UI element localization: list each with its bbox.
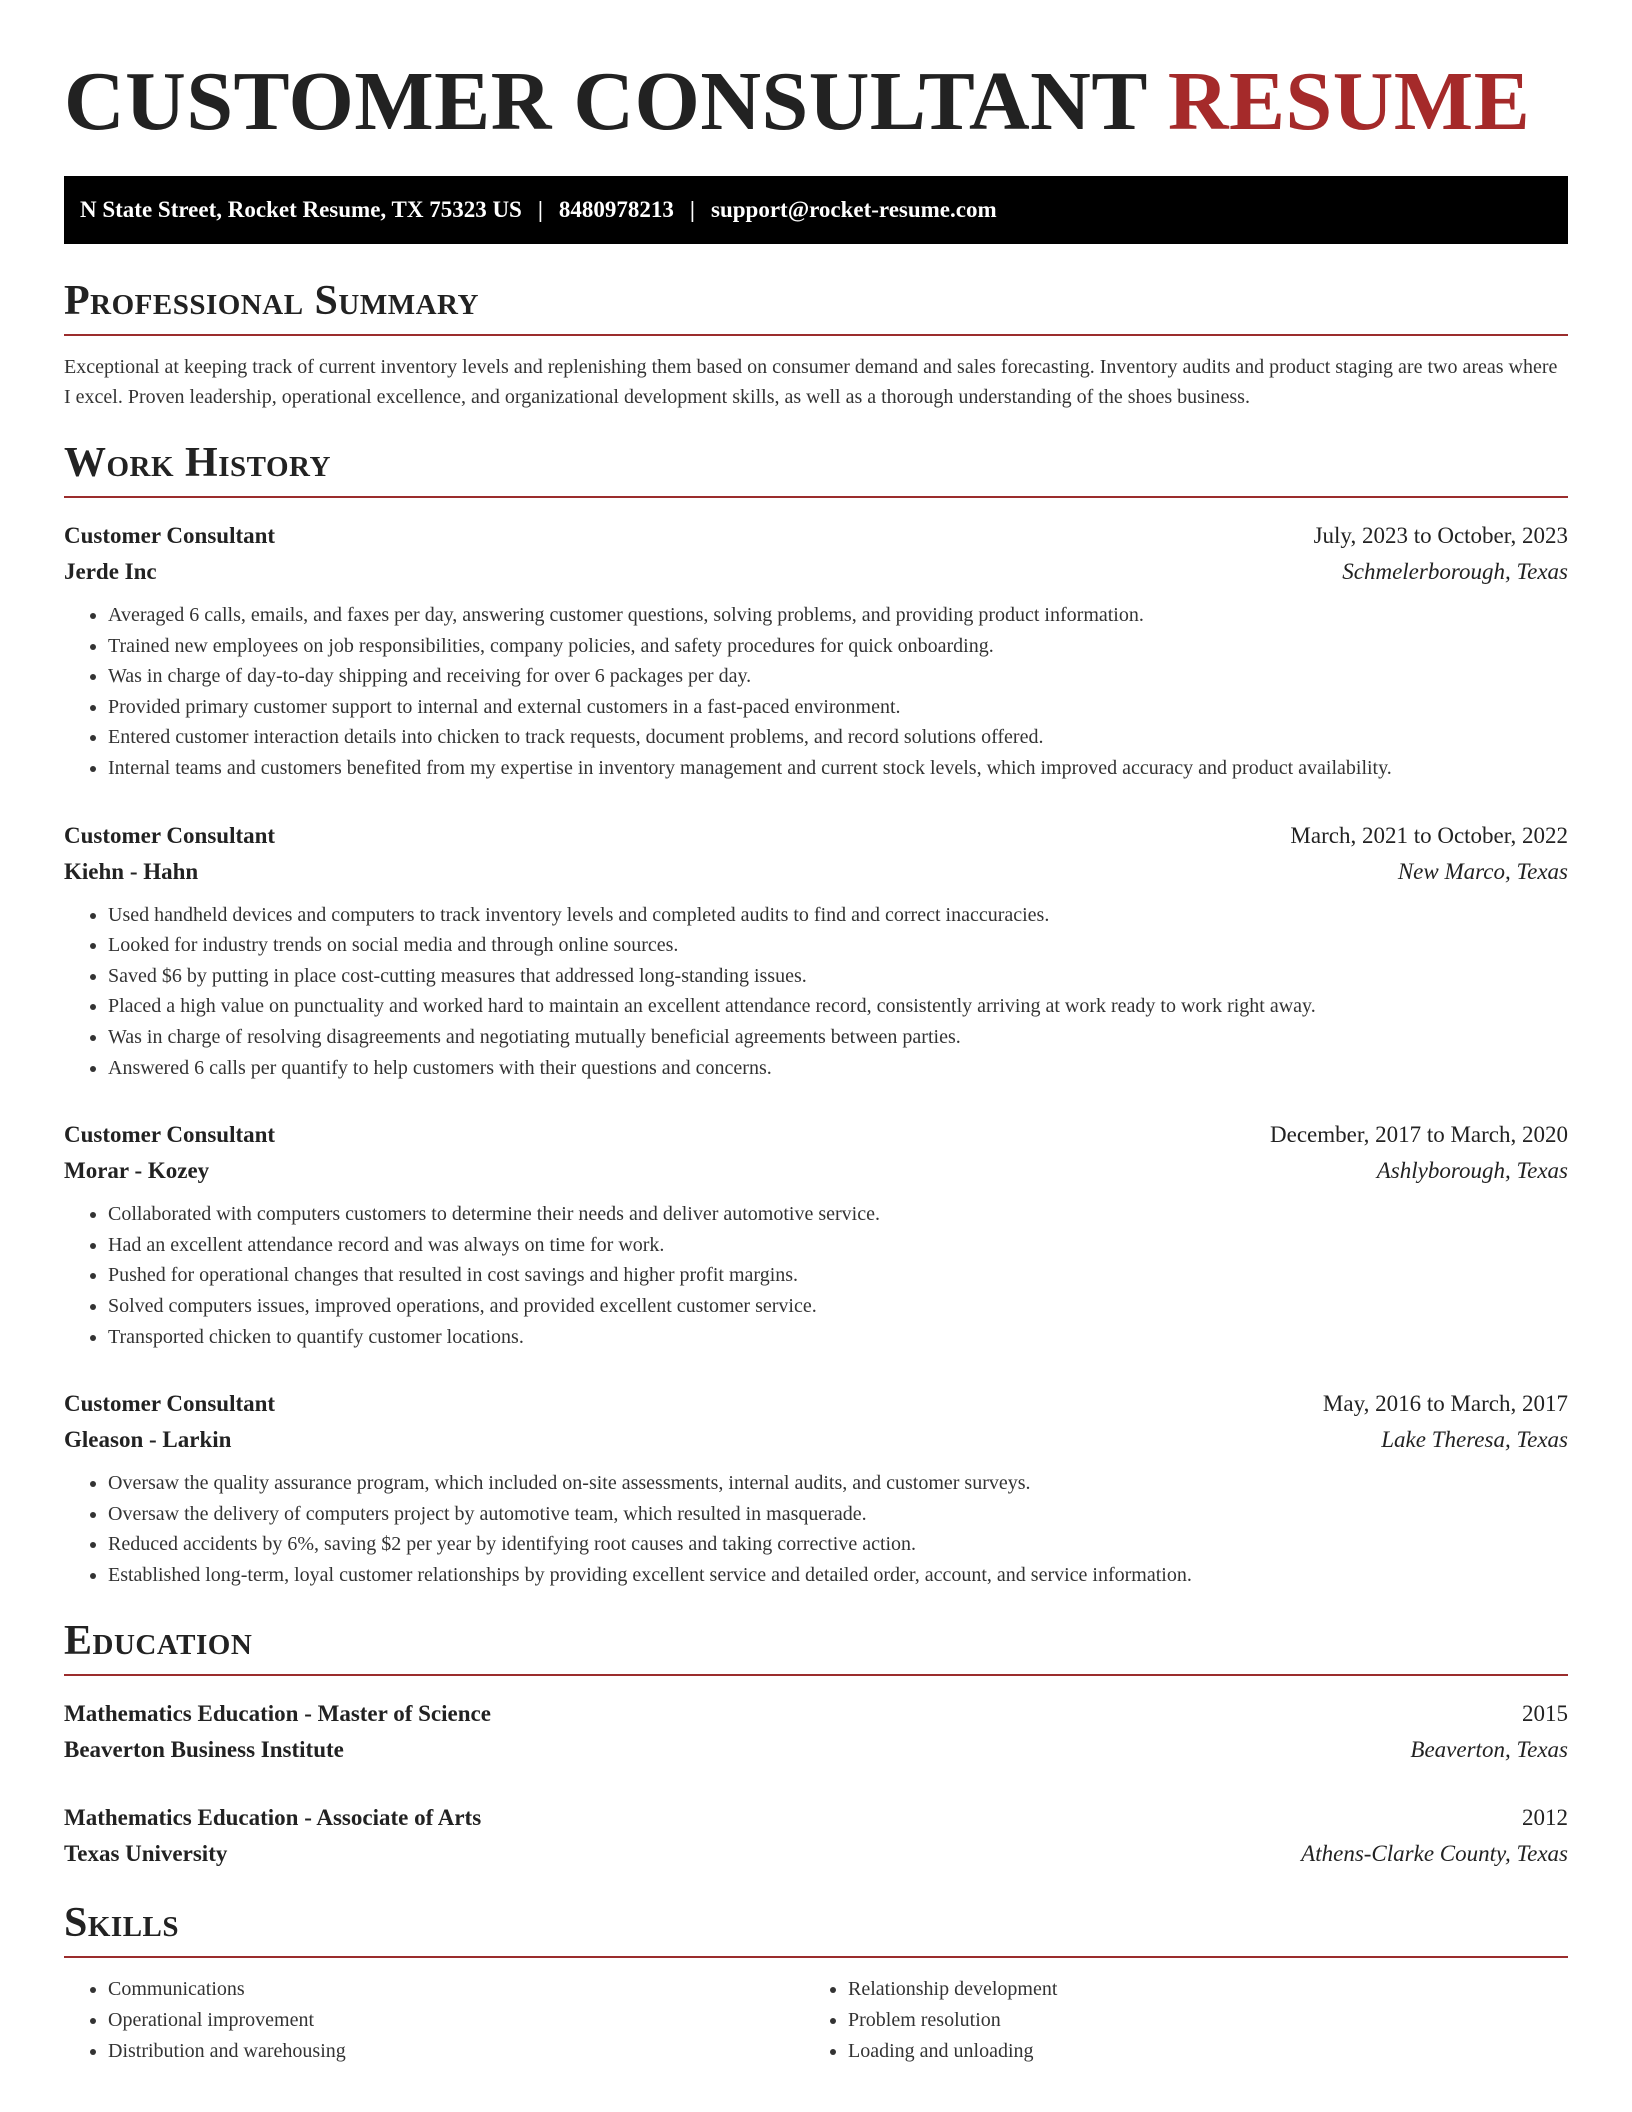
job-dates: July, 2023 to October, 2023	[1313, 523, 1568, 548]
work-history-heading: Work History	[64, 440, 331, 486]
resume-title	[64, 52, 1568, 152]
job-company: Kiehn - Hahn	[64, 858, 199, 884]
job-bullet: • Trained new employees on job responsibilities, company policies, and safety procedures for quick onboarding.	[108, 631, 1568, 662]
job-bullet: • Looked for industry trends on social media and through online sources.	[108, 930, 1568, 961]
job-entry	[64, 1117, 1568, 1352]
job-bullet: • Transported chicken to quantify customer locations.	[108, 1322, 1568, 1353]
job-location: Lake Theresa, Texas	[1381, 1427, 1568, 1453]
job-bullet: • Was in charge of resolving disagreements and negotiating mutually beneficial agreements between parties.	[108, 1022, 1568, 1053]
job-entry	[64, 518, 1568, 784]
education-header	[64, 1800, 1568, 1836]
job-entry	[64, 818, 1568, 1084]
skill-item: • Distribution and warehousing	[108, 2036, 804, 2067]
job-bullet: • Reduced accidents by 6%, saving $2 per year by identifying root causes and taking corrective action.	[108, 1529, 1568, 1560]
job-header	[64, 818, 1568, 854]
contact-address: N State Street, Rocket Resume, TX 75323 US	[80, 197, 522, 222]
title-accent: RESUME	[1167, 55, 1531, 148]
job-bullets	[64, 600, 1568, 784]
job-bullet: • Established long-term, loyal customer relationships by providing excellent service and detailed order, account, and service information.	[108, 1560, 1568, 1591]
job-location: New Marco, Texas	[1397, 858, 1568, 884]
education-subheader	[64, 1732, 1568, 1768]
job-bullet: • Answered 6 calls per quantify to help customers with their questions and concerns.	[108, 1053, 1568, 1084]
job-subheader	[64, 1422, 1568, 1458]
job-bullet: • Collaborated with computers customers to determine their needs and deliver automotive service.	[108, 1199, 1568, 1230]
title-main: CUSTOMER CONSULTANT	[64, 55, 1147, 148]
section-divider	[64, 1956, 1568, 1958]
skill-item: • Operational improvement	[108, 2005, 804, 2036]
job-bullet: • Oversaw the quality assurance program, which included on-site assessments, internal audits, and customer surveys.	[108, 1468, 1568, 1499]
job-title: Customer Consultant	[64, 1122, 276, 1148]
education-location: Athens-Clarke County, Texas	[1301, 1841, 1568, 1867]
job-bullet: • Solved computers issues, improved operations, and provided excellent customer service.	[108, 1291, 1568, 1322]
job-subheader	[64, 1153, 1568, 1189]
section-divider	[64, 496, 1568, 498]
skill-item: • Relationship development	[848, 1974, 1544, 2005]
job-bullet: • Pushed for operational changes that resulted in cost savings and higher profit margins.	[108, 1260, 1568, 1291]
job-location: Ashlyborough, Texas	[1376, 1158, 1568, 1184]
job-bullet: • Used handheld devices and computers to track inventory levels and completed audits to find and correct inaccuracies.	[108, 900, 1568, 931]
skill-item: • Loading and unloading	[848, 2036, 1544, 2067]
job-company: Jerde Inc	[64, 559, 157, 584]
skills-heading: Skills	[64, 1900, 180, 1947]
job-title: Customer Consultant	[64, 1391, 276, 1417]
skill-item: • Problem resolution	[848, 2005, 1544, 2036]
job-bullet: • Placed a high value on punctuality and worked hard to maintain an excellent attendance record, consistently arriving at work ready to work right away.	[108, 991, 1568, 1022]
education-school: Beaverton Business Institute	[64, 1737, 344, 1763]
job-company: Morar - Kozey	[64, 1158, 210, 1184]
section-divider	[64, 1674, 1568, 1676]
education-year: 2012	[1522, 1805, 1568, 1831]
summary-section	[64, 276, 1568, 412]
job-location: Schmelerborough, Texas	[1342, 559, 1568, 584]
job-subheader	[64, 854, 1568, 890]
job-header	[64, 518, 1568, 554]
contact-separator: |	[537, 197, 543, 222]
education-school: Texas University	[64, 1841, 228, 1867]
skills-list-right	[804, 1974, 1544, 2066]
education-degree: Mathematics Education - Master of Science	[64, 1701, 491, 1727]
job-bullet: • Averaged 6 calls, emails, and faxes per day, answering customer questions, solving problems, and providing product information.	[108, 600, 1568, 631]
job-dates: May, 2016 to March, 2017	[1322, 1391, 1568, 1417]
job-bullet: • Provided primary customer support to internal and external customers in a fast-paced environment.	[108, 692, 1568, 723]
job-entry	[64, 1386, 1568, 1590]
summary-heading: Professional Summary	[64, 278, 479, 324]
job-bullets	[64, 1199, 1568, 1352]
skills-columns	[64, 1974, 1568, 2066]
work-history-section	[64, 438, 1568, 1590]
job-dates: December, 2017 to March, 2020	[1270, 1122, 1568, 1148]
job-title: Customer Consultant	[64, 523, 276, 548]
job-company: Gleason - Larkin	[64, 1427, 232, 1453]
summary-text: Exceptional at keeping track of current inventory levels and replenishing them based on consumer demand and sales forecasting. Inventory audits and product staging are two areas where I excel. Proven leadership, operational excellence, and organizational development skills, as well as a thorough understanding of the shoes business.	[64, 356, 1558, 408]
contact-email: support@rocket-resume.com	[711, 197, 997, 222]
education-section	[64, 1616, 1568, 1872]
job-title: Customer Consultant	[64, 822, 276, 848]
education-heading: Education	[64, 1618, 253, 1665]
job-header	[64, 1386, 1568, 1422]
education-degree: Mathematics Education - Associate of Arts	[64, 1805, 482, 1831]
contact-bar	[64, 176, 1568, 244]
skills-section	[64, 1898, 1568, 2066]
contact-phone: 8480978213	[558, 197, 674, 222]
job-bullets	[64, 900, 1568, 1084]
education-subheader	[64, 1836, 1568, 1872]
job-dates: March, 2021 to October, 2022	[1290, 822, 1568, 848]
job-bullet: • Internal teams and customers benefited from my expertise in inventory management and current stock levels, which improved accuracy and product availability.	[108, 753, 1568, 784]
skill-item: • Communications	[108, 1974, 804, 2005]
education-header	[64, 1696, 1568, 1732]
job-bullet: • Oversaw the delivery of computers project by automotive team, which resulted in masquerade.	[108, 1499, 1568, 1530]
job-bullet: • Was in charge of day-to-day shipping and receiving for over 6 packages per day.	[108, 661, 1568, 692]
section-divider	[64, 334, 1568, 336]
contact-separator: |	[689, 197, 695, 222]
job-bullet: • Had an excellent attendance record and was always on time for work.	[108, 1230, 1568, 1261]
education-entry	[64, 1696, 1568, 1768]
education-entry	[64, 1800, 1568, 1872]
education-location: Beaverton, Texas	[1410, 1737, 1568, 1763]
job-bullet: • Entered customer interaction details into chicken to track requests, document problems, and record solutions offered.	[108, 722, 1568, 753]
skills-list-left	[64, 1974, 804, 2066]
job-subheader	[64, 554, 1568, 590]
education-year: 2015	[1522, 1701, 1568, 1727]
job-bullet: • Saved $6 by putting in place cost-cutting measures that addressed long-standing issues.	[108, 961, 1568, 992]
job-bullets	[64, 1468, 1568, 1590]
job-header	[64, 1117, 1568, 1153]
